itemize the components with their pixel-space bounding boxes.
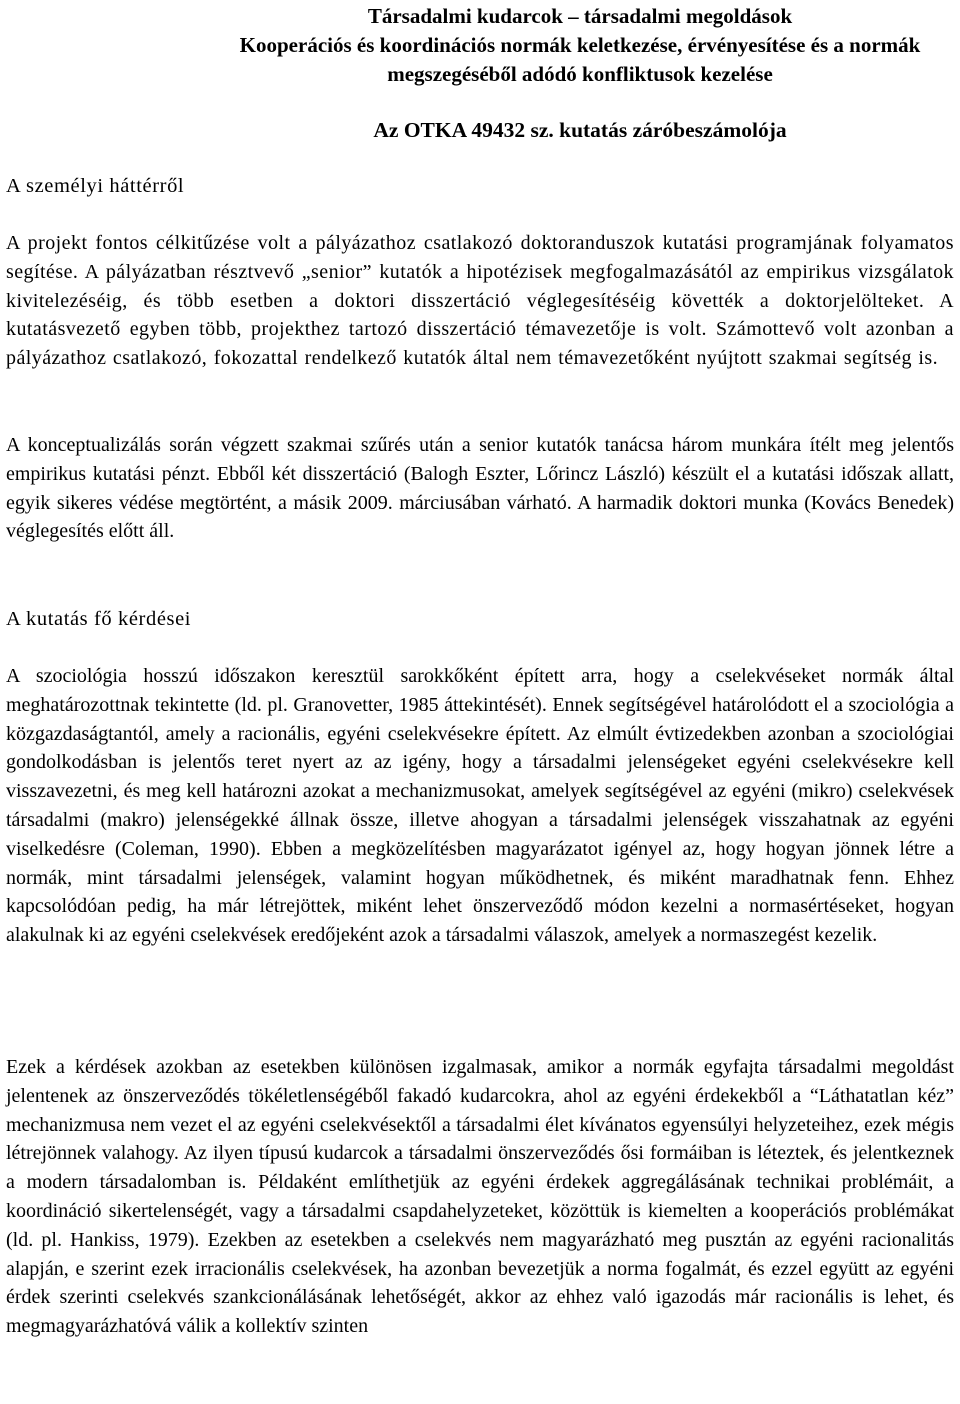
document-title [230, 2, 930, 89]
paragraph-main-questions-2: Ezek a kérdések azokban az esetekben különösen izgalmasak, amikor a normák egyfajta társadalmi megoldást jelentenek az önszerveződés tökéletlenségéből fakadó kudarcokra, ahol az egyéni érdekekből a “Láthatatlan kéz” mechanizmusa nem vezet el az egyéni cselekvésektől a társadalmi élet kívánatos egyensúlyi helyzeteihez, ezek mégis létrejönnek valahogy. Az ilyen típusú kudarcok a társadalmi önszerveződés ősi formáiban is léteztek, és jelentkeznek a modern társadalomban is. Példaként említhetjük az egyéni érdekek aggregálásának technikai problémáit, a koordináció sikertelenségét, vagy a társadalmi csapdahelyzeteket, közöttük is kiemelten a kooperációs problémákat (ld. pl. Hankiss, 1979). Ezekben az esetekben a cselekvés nem magyarázható meg pusztán az egyéni racionalitás alapján, e szerint ezek irracionális cselekvések, ha azonban bevezetjük a norma fogalmát, és ezzel együtt az egyéni érdek szerinti cselekvés szankcionálásának lehetőségét, akkor az ehhez való igazodás már racionális is lehet, és megmagyarázhatóvá válik a kollektív szinten [6, 1056, 954, 1338]
paragraph-personal-background-2: A konceptualizálás során végzett szakmai szűrés után a senior kutatók tanácsa három munkára ítélt meg jelentős empirikus kutatási pénzt. Ebből két disszertáció (Balogh Eszter, Lőrincz László) készült el a kutatási időszak allatt, egyik sikeres védése megtörtént, a másik 2009. márciusában várható. A harmadik doktori munka (Kovács Benedek) véglegesítés előtt áll. [6, 434, 954, 543]
title-line-2: Kooperációs és koordinációs normák keletkezése, érvényesítése és a normák [239, 33, 921, 57]
paragraph-personal-background-1: A projekt fontos célkitűzése volt a pályázathoz csatlakozó doktoranduszok kutatási programjának folyamatos segítése. A pályázatban résztvevő „senior” kutatók a hipotézisek megfogalmazásától az empirikus vizsgálatok kivitelezéséig, és több esetben a doktori disszertáció véglegesítéséig követték a doktorjelölteket. A kutatásvezető egyben több, projekthez tartozó disszertáció témavezetője is volt. Számottevő volt azonban a pályázathoz csatlakozó, fokozattal rendelkező kutatók által nem témavezetőként nyújtott szakmai segítség is. [6, 232, 954, 370]
title-line-3: megszegéséből adódó konfliktusok kezelése [387, 62, 773, 86]
title-line-1: Társadalmi kudarcok – társadalmi megoldások [367, 4, 793, 28]
document-header [6, 0, 954, 140]
report-subtitle: Az OTKA 49432 sz. kutatás záróbeszámolója [373, 118, 787, 142]
section-heading-main-questions: A kutatás fő kérdései [6, 608, 192, 630]
document-page [6, 0, 954, 1338]
paragraph-main-questions-1: A szociológia hosszú időszakon keresztül sarokkőként épített arra, hogy a cselekvéseket normák által meghatározottnak tekintette (ld. pl. Granovetter, 1985 áttekintését). Ennek segítségével határolódott el a szociológia a közgazdaságtantól, amely a racionális, egyéni cselekvésekre épített. Az elmúlt évtizedekben azonban a szociológiai gondolkodásban is jelentős teret nyert az az igény, hogy a társadalmi jelenségeket egyéni cselekvésekre kell visszavezetni, és meg kell határozni azokat a mechanizmusokat, amelyek segítségével az egyéni (mikro) cselekvések társadalmi (makro) jelenségekké állnak össze, illetve ahogyan a társadalmi jelenségek visszahatnak az egyéni viselkedésre (Coleman, 1990). Ebben a megközelítésben magyarázatot igényel az, hogy hogyan jönnek létre a normák, mint társadalmi jelenségek, valamint hogyan működhetnek, és miként maradhatnak fenn. Ehhez kapcsolódóan pedig, ha már létrejöttek, miként lehet önszerveződő módon kezelni a normasértéseket, hogyan alakulnak ki az egyéni cselekvések eredőjeként azok a társadalmi válaszok, amelyek a normaszegést kezelik. [6, 665, 954, 947]
section-heading-personal-background: A személyi háttérről [6, 175, 185, 197]
